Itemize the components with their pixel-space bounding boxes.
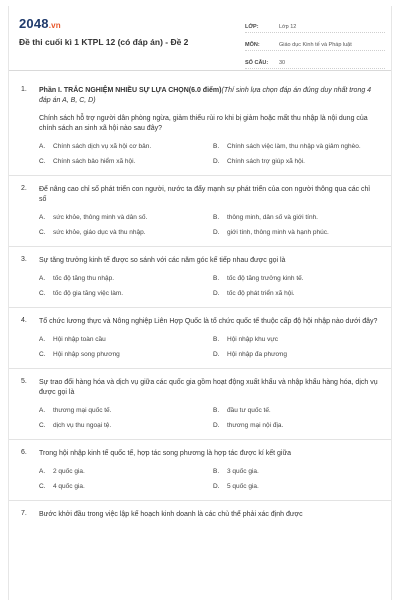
option-letter: A.	[39, 468, 46, 475]
option-a[interactable]	[39, 406, 205, 415]
meta-row-class	[245, 18, 385, 33]
divider	[9, 500, 391, 501]
option-text: Hội nhập song phương	[53, 351, 120, 358]
option-b[interactable]	[213, 142, 379, 151]
option-text: dịch vụ thu ngoại tệ.	[53, 422, 112, 429]
divider	[9, 368, 391, 369]
option-c[interactable]	[39, 482, 205, 491]
options	[39, 274, 379, 298]
question-text: Sự trao đổi hàng hóa và dịch vụ giữa các quốc gia gồm hoạt động xuất khẩu và nhập khẩu hàng hóa, dịch vụ được gọi là	[39, 379, 378, 396]
option-d[interactable]	[213, 228, 379, 237]
option-d[interactable]	[213, 350, 379, 359]
option-c[interactable]	[39, 421, 205, 430]
option-letter: A.	[39, 275, 46, 282]
option-letter: D.	[213, 351, 220, 358]
options	[39, 142, 379, 166]
meta-row-count	[245, 54, 385, 69]
part-instruction: (Thí sinh lựa chọn đáp án đúng duy nhất trong 4 đáp án A, B, C, D)	[39, 87, 372, 104]
logo-suffix: .vn	[48, 21, 61, 30]
option-text: 3 quốc gia.	[227, 468, 259, 475]
site-logo[interactable]	[19, 16, 61, 31]
option-text: thông minh, dân số và giới tính.	[227, 214, 318, 221]
option-text: Chính sách dịch vụ xã hội cơ bản.	[53, 143, 152, 150]
question-number: 5.	[21, 378, 27, 385]
option-text: Chính sách việc làm, thu nhập và giảm nghèo.	[227, 143, 361, 150]
option-text: tốc độ gia tăng việc làm.	[53, 290, 124, 297]
meta-label: MÔN:	[245, 42, 260, 48]
option-text: Chính sách trợ giúp xã hội.	[227, 158, 305, 165]
question-3	[9, 256, 391, 298]
option-a[interactable]	[39, 274, 205, 283]
option-letter: B.	[213, 468, 220, 475]
option-letter: A.	[39, 214, 46, 221]
options	[39, 406, 379, 430]
option-letter: B.	[213, 407, 220, 414]
option-b[interactable]	[213, 213, 379, 222]
question-number: 1.	[21, 86, 27, 93]
options	[39, 467, 379, 491]
option-letter: C.	[39, 351, 46, 358]
option-c[interactable]	[39, 157, 205, 166]
option-text: sức khỏe, thông minh và dân số.	[53, 214, 148, 221]
option-letter: D.	[213, 290, 220, 297]
options	[39, 335, 379, 359]
meta-value: 30	[279, 60, 286, 66]
option-b[interactable]	[213, 406, 379, 415]
option-text: giới tính, thông minh và hạnh phúc.	[227, 229, 329, 236]
question-text: Để nâng cao chỉ số phát triển con người, nước ta đẩy mạnh sự phát triển của con người thông qua các chỉ số	[39, 186, 370, 203]
option-text: sức khỏe, giáo dục và thu nhập.	[53, 229, 146, 236]
option-letter: C.	[39, 422, 46, 429]
option-d[interactable]	[213, 157, 379, 166]
option-letter: B.	[213, 336, 220, 343]
option-c[interactable]	[39, 228, 205, 237]
option-b[interactable]	[213, 335, 379, 344]
question-number: 4.	[21, 317, 27, 324]
option-d[interactable]	[213, 421, 379, 430]
option-letter: D.	[213, 229, 220, 236]
option-text: đầu tư quốc tế.	[227, 407, 271, 414]
question-text: Chính sách hỗ trợ người dân phòng ngừa, giảm thiểu rủi ro khi bị giảm hoặc mất thu nhập là nội dung của chính sách an sinh xã hội nào sau đây?	[39, 115, 368, 132]
question-text: Trong hội nhập kinh tế quốc tế, hợp tác song phương là hợp tác được kí kết giữa	[39, 450, 292, 457]
option-d[interactable]	[213, 289, 379, 298]
divider	[9, 246, 391, 247]
option-text: tốc độ tăng thu nhập.	[53, 275, 115, 282]
exam-title: Đề thi cuối kì 1 KTPL 12 (có đáp án) - Đề 2	[19, 37, 189, 47]
question-4	[9, 317, 391, 359]
question-5	[9, 378, 391, 430]
option-text: tốc độ tăng trưởng kinh tế.	[227, 275, 304, 282]
option-letter: B.	[213, 214, 220, 221]
exam-sheet	[8, 6, 392, 600]
question-7	[9, 510, 391, 520]
option-a[interactable]	[39, 142, 205, 151]
option-c[interactable]	[39, 350, 205, 359]
option-d[interactable]	[213, 482, 379, 491]
option-text: Chính sách bảo hiểm xã hội.	[53, 158, 136, 165]
options	[39, 213, 379, 237]
option-c[interactable]	[39, 289, 205, 298]
question-6	[9, 449, 391, 491]
option-text: Hội nhập đa phương	[227, 351, 287, 358]
meta-row-subject	[245, 36, 385, 51]
option-a[interactable]	[39, 335, 205, 344]
option-letter: C.	[39, 290, 46, 297]
option-letter: A.	[39, 407, 46, 414]
question-number: 3.	[21, 256, 27, 263]
question-text: Bước khởi đầu trong việc lập kế hoạch kinh doanh là các chủ thể phải xác định được	[39, 511, 303, 518]
question-number: 2.	[21, 185, 27, 192]
meta-value: Giáo dục Kinh tế và Pháp luật	[279, 42, 352, 48]
option-letter: C.	[39, 483, 46, 490]
option-b[interactable]	[213, 274, 379, 283]
option-text: 4 quốc gia.	[53, 483, 85, 490]
question-number: 7.	[21, 510, 27, 517]
meta-label: SỐ CÂU:	[245, 60, 269, 66]
option-letter: A.	[39, 336, 46, 343]
option-text: Hội nhập khu vực	[227, 336, 278, 343]
meta-label: LỚP:	[245, 24, 259, 30]
option-text: tốc độ phát triển xã hội.	[227, 290, 295, 297]
question-2	[9, 185, 391, 237]
option-letter: C.	[39, 158, 46, 165]
option-text: Hội nhập toàn cầu	[53, 336, 106, 343]
divider	[9, 175, 391, 176]
option-letter: C.	[39, 229, 46, 236]
question-text: Sự tăng trưởng kinh tế được so sánh với các năm góc kế tiếp nhau được gọi là	[39, 257, 286, 264]
meta-value: Lớp 12	[279, 24, 297, 30]
part-title: Phần I. TRẮC NGHIỆM NHIỀU SỰ LỰA CHỌN(6.0 điểm)	[39, 87, 222, 94]
option-text: 5 quốc gia.	[227, 483, 259, 490]
option-letter: B.	[213, 143, 220, 150]
question-1	[9, 86, 391, 166]
exam-meta	[245, 18, 385, 72]
question-text: Tổ chức lương thực và Nông nghiệp Liên Hợp Quốc là tổ chức quốc tế thuộc cấp độ hội nhập nào dưới đây?	[39, 318, 378, 325]
question-number: 6.	[21, 449, 27, 456]
divider	[9, 439, 391, 440]
option-letter: D.	[213, 483, 220, 490]
option-letter: D.	[213, 422, 220, 429]
divider	[9, 307, 391, 308]
option-b[interactable]	[213, 467, 379, 476]
part-heading	[39, 86, 379, 106]
option-text: thương mại quốc tế.	[53, 407, 112, 414]
option-a[interactable]	[39, 467, 205, 476]
option-text: 2 quốc gia.	[53, 468, 85, 475]
option-letter: A.	[39, 143, 46, 150]
exam-header	[9, 6, 391, 71]
question-list	[9, 70, 391, 520]
option-letter: B.	[213, 275, 220, 282]
option-text: thương mại nội địa.	[227, 422, 284, 429]
option-letter: D.	[213, 158, 220, 165]
option-a[interactable]	[39, 213, 205, 222]
logo-main: 2048	[19, 16, 49, 31]
